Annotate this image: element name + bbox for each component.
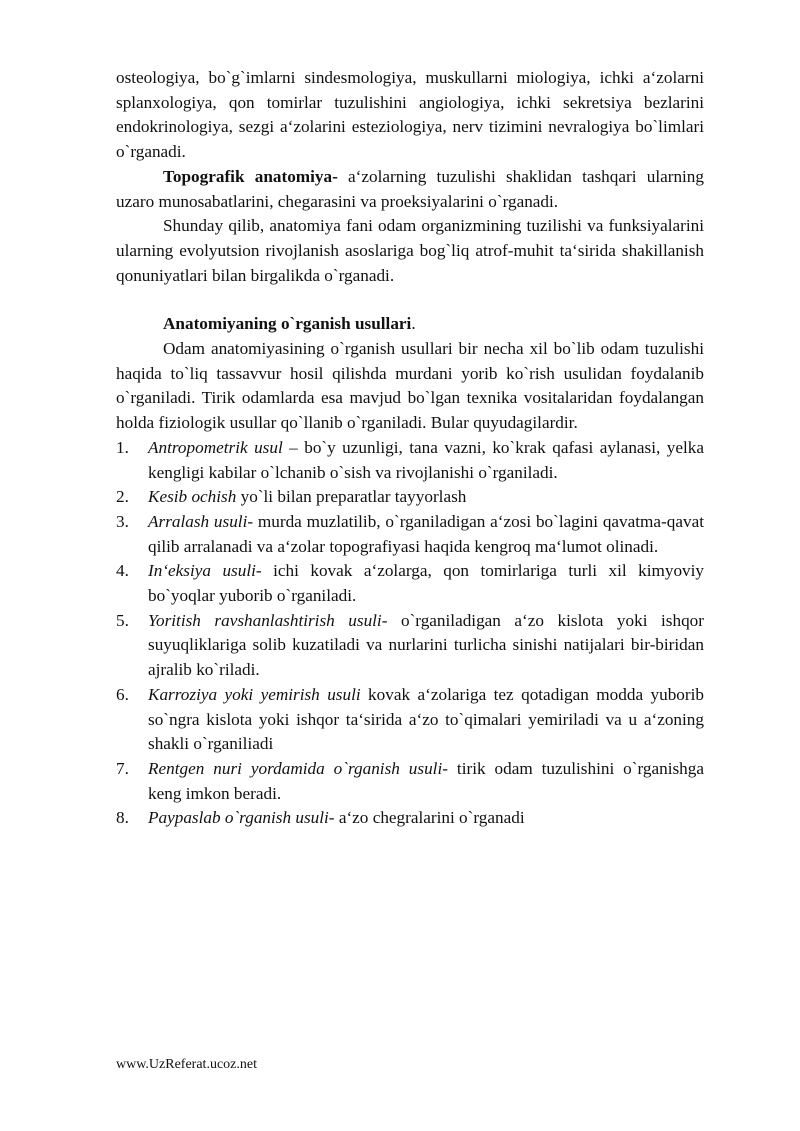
list-item-number: 5. bbox=[116, 610, 129, 630]
footer-source-link[interactable]: www.UzReferat.ucoz.net bbox=[116, 1057, 257, 1072]
list-item-term: Arralash usuli bbox=[148, 511, 248, 531]
list-item bbox=[116, 683, 704, 757]
list-item-description: - a‘zo chegralarini o`rganadi bbox=[328, 808, 525, 828]
list-item-term: Kesib ochish bbox=[148, 487, 237, 507]
list-item-description: kovak a‘zolariga tez qotadigan modda yuborib so`ngra kislota yoki ishqor ta‘sirida a‘zo to`qimalari yemiriladi va u a‘zoning shakli o`rganiliadi bbox=[148, 684, 704, 754]
list-item-number: 4. bbox=[116, 561, 129, 581]
section-intro: Odam anatomiyasining o`rganish usullari bir necha xil bo`lib odam tuzulishi haqida to`liq tassavvur hosil qilishda murdani yorib ko`rish usulidan foydalanib o`rganiladi. Tirik odamlarda esa mavjud bo`lgan texnika vositalaridan foydalangan holda fiziologik usullar qo`llanib o`rganiladi. Bular quyudagilardir. bbox=[116, 339, 704, 433]
list-item-number: 8. bbox=[116, 808, 129, 828]
term-topographic-anatomy: Topografik anatomiya- bbox=[163, 166, 338, 186]
paragraph-conclusion: Shunday qilib, anatomiya fani odam organizmining tuzilishi va funksiyalarini ularning evolyutsion rivojlanish asoslariga bog`liq atrof-muhit ta‘sirida shakillanish qonuniyatlari bilan birgalikda o`rganadi. bbox=[116, 216, 704, 285]
paragraph-topographic-anatomy-text: a‘zolarning tuzulishi shaklidan tashqari ularning uzaro munosabatlarini, chegarasini va proeksiyalarini o`rganadi. bbox=[116, 166, 704, 211]
list-item-term: Karroziya yoki yemirish usuli bbox=[148, 684, 361, 704]
list-item bbox=[116, 510, 704, 559]
list-item bbox=[116, 806, 704, 831]
section-heading bbox=[116, 312, 704, 337]
methods-list bbox=[116, 436, 704, 831]
list-item-description: yo`li bilan preparatlar tayyorlash bbox=[236, 487, 467, 507]
list-item-number: 2. bbox=[116, 487, 129, 507]
list-item-term: Yoritish ravshanlashtirish usuli bbox=[148, 610, 382, 630]
list-item-number: 6. bbox=[116, 684, 129, 704]
list-item-description: – bo`y uzunligi, tana vazni, ko`krak qafasi aylanasi, yelka kengligi kabilar o`lchanib o`sish va rivojlanishi o`rganiladi. bbox=[148, 437, 704, 482]
list-item-description: - o`rganiladigan a‘zo kislota yoki ishqor suyuqliklariga solib kuzatiladi va nurlarini turlicha sinishi natijalari bir-biridan ajralib ko`riladi. bbox=[148, 610, 704, 680]
list-item-description: - ichi kovak a‘zolarga, qon tomirlariga turli xil kimyoviy bo`yoqlar yuborib o`rganiladi. bbox=[148, 561, 704, 606]
list-item-number: 1. bbox=[116, 437, 129, 457]
section-heading-text: Anatomiyaning o`rganish usullari bbox=[163, 314, 412, 334]
list-item bbox=[116, 436, 704, 485]
list-item-term: Paypaslab o`rganish usuli bbox=[148, 808, 329, 828]
list-item-description: - tirik odam tuzulishini o`rganishga keng imkon beradi. bbox=[148, 758, 705, 803]
list-item bbox=[116, 757, 704, 806]
list-item bbox=[116, 559, 704, 608]
list-item bbox=[116, 485, 704, 510]
list-item-number: 3. bbox=[116, 511, 129, 531]
list-item-term: In‘eksiya usuli bbox=[148, 561, 256, 581]
page-content bbox=[116, 66, 704, 831]
list-item-term: Rentgen nuri yordamida o`rganish usuli bbox=[148, 758, 443, 778]
list-item-term: Antropometrik usul bbox=[148, 437, 283, 457]
list-item-description: - murda muzlatilib, o`rganiladigan a‘zosi bo`lagini qavatma-qavat qilib arralanadi va a‘zolar topografiyasi haqida kengroq ma‘lumot olinadi. bbox=[148, 511, 704, 556]
list-item-number: 7. bbox=[116, 758, 129, 778]
section-heading-period: . bbox=[411, 314, 416, 334]
paragraph-topographic-anatomy bbox=[116, 165, 704, 214]
paragraph-anatomy-branches: osteologiya, bo`g`imlarni sindesmologiya, muskullarni miologiya, ichki a‘zolarni splanxologiya, qon tomirlar tuzulishini angiologiya, ichki sekretsiya bezlarini endokrinologiya, sezgi a‘zolarini esteziologiya, nerv tizimini nevralogiya bo`limlari o`rganadi. bbox=[116, 68, 704, 162]
list-item bbox=[116, 609, 704, 683]
